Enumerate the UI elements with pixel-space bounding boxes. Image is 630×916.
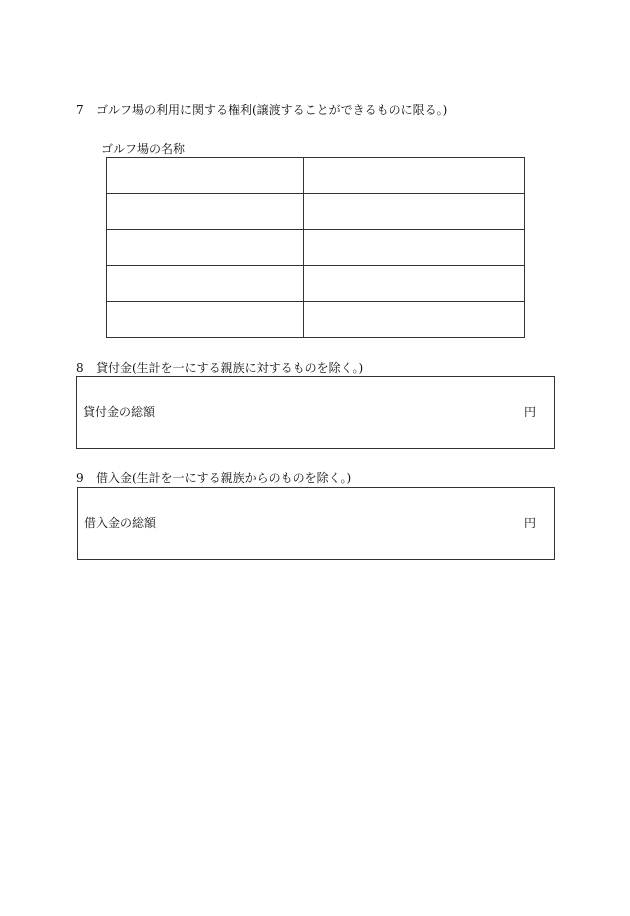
- golf-course-name-cell[interactable]: [107, 230, 304, 266]
- borrowing-total-box[interactable]: [77, 487, 555, 560]
- section-7-title: ゴルフ場の利用に関する権利(譲渡することができるものに限る。): [96, 103, 448, 117]
- table-row: [107, 158, 525, 194]
- golf-course-name-cell[interactable]: [107, 266, 304, 302]
- borrowing-total-label: 借入金の総額: [84, 516, 157, 530]
- golf-course-detail-cell[interactable]: [304, 194, 525, 230]
- loan-total-box[interactable]: [76, 376, 555, 449]
- golf-course-detail-cell[interactable]: [304, 230, 525, 266]
- table-row: [107, 230, 525, 266]
- golf-course-name-cell[interactable]: [107, 302, 304, 338]
- golf-course-name-label: ゴルフ場の名称: [101, 142, 186, 156]
- loan-total-label: 貸付金の総額: [83, 405, 156, 419]
- section-7-number: 7: [76, 103, 84, 117]
- loan-total-unit: 円: [523, 405, 536, 419]
- section-8-number: 8: [76, 361, 84, 375]
- golf-course-name-cell[interactable]: [107, 158, 304, 194]
- section-8-title: 貸付金(生計を一にする親族に対するものを除く。): [96, 361, 364, 375]
- table-row: [107, 302, 525, 338]
- golf-course-name-cell[interactable]: [107, 194, 304, 230]
- section-9-title: 借入金(生計を一にする親族からのものを除く。): [96, 471, 352, 485]
- table-row: [107, 266, 525, 302]
- golf-course-detail-cell[interactable]: [304, 266, 525, 302]
- section-9-heading: [76, 471, 351, 485]
- golf-course-table: [106, 157, 525, 338]
- golf-course-detail-cell[interactable]: [304, 302, 525, 338]
- table-row: [107, 194, 525, 230]
- section-8-heading: [76, 361, 363, 375]
- golf-course-detail-cell[interactable]: [304, 158, 525, 194]
- borrowing-total-unit: 円: [523, 516, 536, 530]
- section-7-heading: [76, 103, 447, 117]
- section-9-number: 9: [76, 471, 84, 485]
